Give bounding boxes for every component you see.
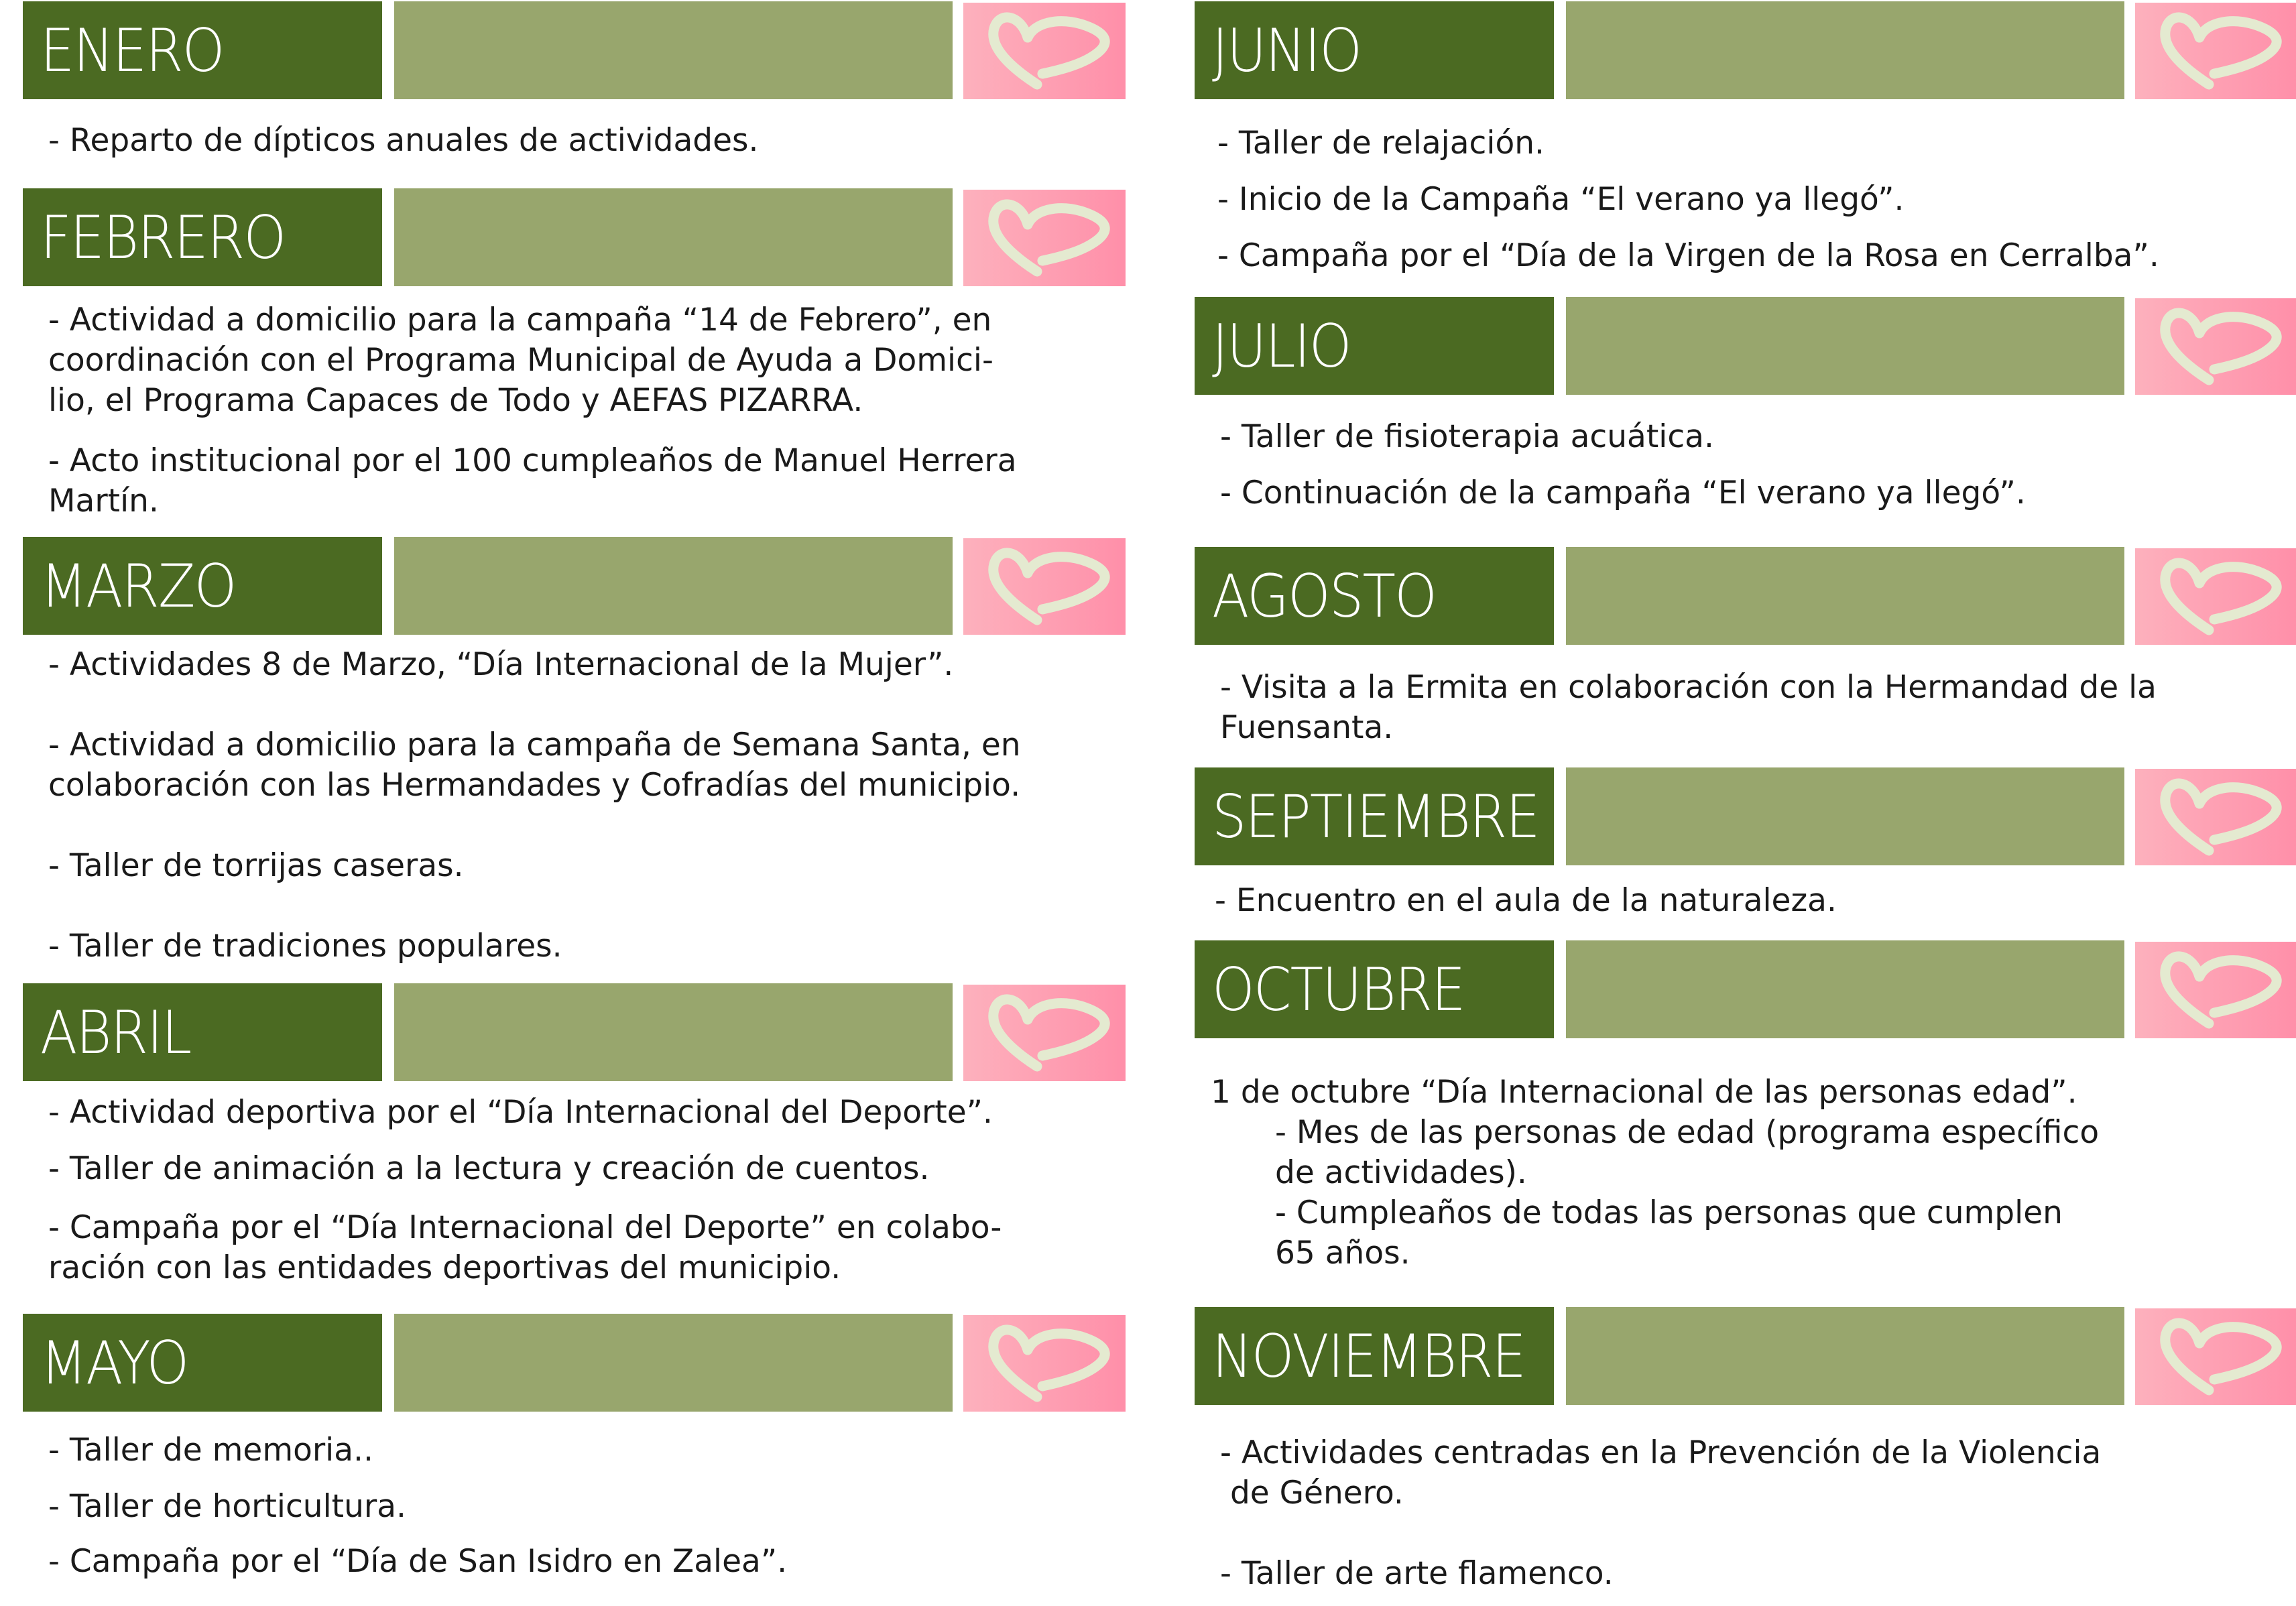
- activity-item: [48, 645, 953, 685]
- heart-icon: [2135, 942, 2296, 1038]
- heart-badge: [2135, 942, 2296, 1038]
- activity-item: [1211, 1072, 2077, 1113]
- activity-item: [48, 1487, 406, 1527]
- activity-item: [48, 300, 993, 421]
- activity-line: - Acto institucional por el 100 cumpleaños de Manuel Herrera: [48, 442, 1017, 479]
- activity-line: - Encuentro en el aula de la naturaleza.: [1215, 882, 1837, 919]
- activity-line: ración con las entidades deportivas del municipio.: [48, 1249, 841, 1286]
- activity-line: - Taller de horticultura.: [48, 1488, 406, 1525]
- activity-line: - Campaña por el “Día de la Virgen de la Rosa en Cerralba”.: [1217, 237, 2159, 274]
- header-bar: [394, 1314, 953, 1412]
- activity-line: Martín.: [48, 483, 159, 519]
- activity-line: de Género.: [1220, 1475, 1404, 1511]
- activity-item: [1275, 1113, 2099, 1193]
- activity-item: [48, 846, 464, 886]
- header-bar: [394, 188, 953, 286]
- activity-line: Fuensanta.: [1220, 709, 1394, 746]
- heart-icon: [2135, 548, 2296, 645]
- activity-line: - Continuación de la campaña “El verano ya llegó”.: [1220, 475, 2026, 511]
- activity-line: de actividades).: [1275, 1154, 1527, 1191]
- activity-item: [1217, 180, 1904, 220]
- activity-line: - Taller de torrijas caseras.: [48, 847, 464, 884]
- header-bar: [1566, 940, 2124, 1038]
- activity-item: [1220, 1433, 2101, 1514]
- header-bar: [1566, 1307, 2124, 1405]
- activity-line: - Campaña por el “Día Internacional del Deporte” en colabo-: [48, 1209, 1002, 1246]
- month-title: AGOSTO: [1212, 562, 1436, 631]
- heart-icon: [963, 3, 1126, 99]
- activity-line: - Actividades 8 de Marzo, “Día Internacional de la Mujer”.: [48, 646, 954, 683]
- activity-line: - Taller de arte flamenco.: [1220, 1555, 1614, 1592]
- activity-line: colaboración con las Hermandades y Cofradías del municipio.: [48, 767, 1021, 804]
- activity-line: 65 años.: [1275, 1235, 1410, 1272]
- heart-icon: [2135, 1308, 2296, 1405]
- activity-line: - Taller de relajación.: [1217, 125, 1545, 162]
- heart-badge: [963, 1315, 1126, 1412]
- activity-item: [48, 1149, 930, 1189]
- activity-line: - Reparto de dípticos anuales de actividades.: [48, 122, 759, 159]
- activity-item: [48, 926, 562, 967]
- activity-item: [48, 1542, 787, 1582]
- heart-badge: [963, 538, 1126, 635]
- month-title: NOVIEMBRE: [1212, 1322, 1525, 1391]
- heart-icon: [963, 985, 1126, 1081]
- header-bar: [394, 1, 953, 99]
- activity-item: [48, 1430, 373, 1471]
- month-title-box: [1195, 547, 1554, 645]
- activity-line: - Cumpleaños de todas las personas que cumplen: [1275, 1194, 2063, 1231]
- heart-badge: [2135, 769, 2296, 865]
- activity-line: - Visita a la Ermita en colaboración con la Hermandad de la: [1220, 669, 2157, 706]
- heart-icon: [963, 538, 1126, 635]
- activity-item: [48, 1208, 1002, 1288]
- activity-line: - Actividad deportiva por el “Día Internacional del Deporte”.: [48, 1094, 993, 1131]
- header-bar: [394, 537, 953, 635]
- header-bar: [1566, 767, 2124, 865]
- activity-item: [1220, 668, 2157, 748]
- header-bar: [1566, 297, 2124, 395]
- activity-line: - Mes de las personas de edad (programa específico: [1275, 1114, 2100, 1151]
- heart-icon: [963, 1315, 1126, 1412]
- heart-badge: [963, 985, 1126, 1081]
- activity-line: - Taller de animación a la lectura y creación de cuentos.: [48, 1150, 930, 1187]
- heart-badge: [963, 3, 1126, 99]
- activity-item: [48, 441, 1017, 521]
- heart-icon: [2135, 298, 2296, 395]
- activity-item: [48, 121, 758, 161]
- month-title-box: [23, 1, 382, 99]
- header-bar: [1566, 547, 2124, 645]
- month-title-box: [23, 983, 382, 1081]
- activity-item: [1217, 236, 2159, 276]
- month-title: FEBRERO: [40, 203, 286, 272]
- activity-item: [1220, 417, 1714, 457]
- activity-line: - Taller de memoria..: [48, 1432, 373, 1469]
- month-title: MAYO: [40, 1329, 188, 1398]
- activity-line: - Inicio de la Campaña “El verano ya llegó”.: [1217, 181, 1905, 218]
- activity-item: [1275, 1193, 2063, 1274]
- heart-icon: [2135, 3, 2296, 99]
- heart-badge: [963, 190, 1126, 286]
- month-title: ENERO: [40, 16, 224, 85]
- month-title: MARZO: [40, 552, 236, 621]
- month-title: ABRIL: [40, 998, 191, 1067]
- activity-line: - Taller de fisioterapia acuática.: [1220, 418, 1714, 455]
- activity-line: - Actividad a domicilio para la campaña “14 de Febrero”, en: [48, 302, 992, 338]
- activity-line: - Actividad a domicilio para la campaña de Semana Santa, en: [48, 727, 1021, 763]
- activity-line: - Actividades centradas en la Prevención de la Violencia: [1220, 1434, 2102, 1471]
- month-title-box: [1195, 767, 1554, 865]
- month-title-box: [1195, 297, 1554, 395]
- activity-line: 1 de octubre “Día Internacional de las personas edad”.: [1211, 1074, 2077, 1111]
- heart-badge: [2135, 3, 2296, 99]
- header-bar: [1566, 1, 2124, 99]
- heart-icon: [2135, 769, 2296, 865]
- activity-line: lio, el Programa Capaces de Todo y AEFAS PIZARRA.: [48, 382, 863, 419]
- month-title-box: [23, 188, 382, 286]
- month-title: SEPTIEMBRE: [1212, 782, 1539, 851]
- heart-icon: [963, 190, 1126, 286]
- month-title: JULIO: [1212, 312, 1351, 381]
- activity-line: - Taller de tradiciones populares.: [48, 928, 562, 965]
- month-title: JUNIO: [1212, 16, 1362, 85]
- activity-line: coordinación con el Programa Municipal de Ayuda a Domici-: [48, 342, 993, 379]
- heart-badge: [2135, 548, 2296, 645]
- activity-item: [48, 725, 1021, 806]
- activity-item: [48, 1093, 993, 1133]
- month-title-box: [23, 1314, 382, 1412]
- month-title-box: [1195, 940, 1554, 1038]
- month-title-box: [1195, 1307, 1554, 1405]
- activity-item: [1220, 1554, 1614, 1594]
- activity-item: [1217, 123, 1545, 164]
- month-title-box: [23, 537, 382, 635]
- activity-line: - Campaña por el “Día de San Isidro en Zalea”.: [48, 1543, 788, 1580]
- activity-item: [1220, 473, 2026, 513]
- activity-item: [1215, 881, 1837, 921]
- month-title-box: [1195, 1, 1554, 99]
- header-bar: [394, 983, 953, 1081]
- heart-badge: [2135, 1308, 2296, 1405]
- heart-badge: [2135, 298, 2296, 395]
- month-title: OCTUBRE: [1212, 955, 1465, 1024]
